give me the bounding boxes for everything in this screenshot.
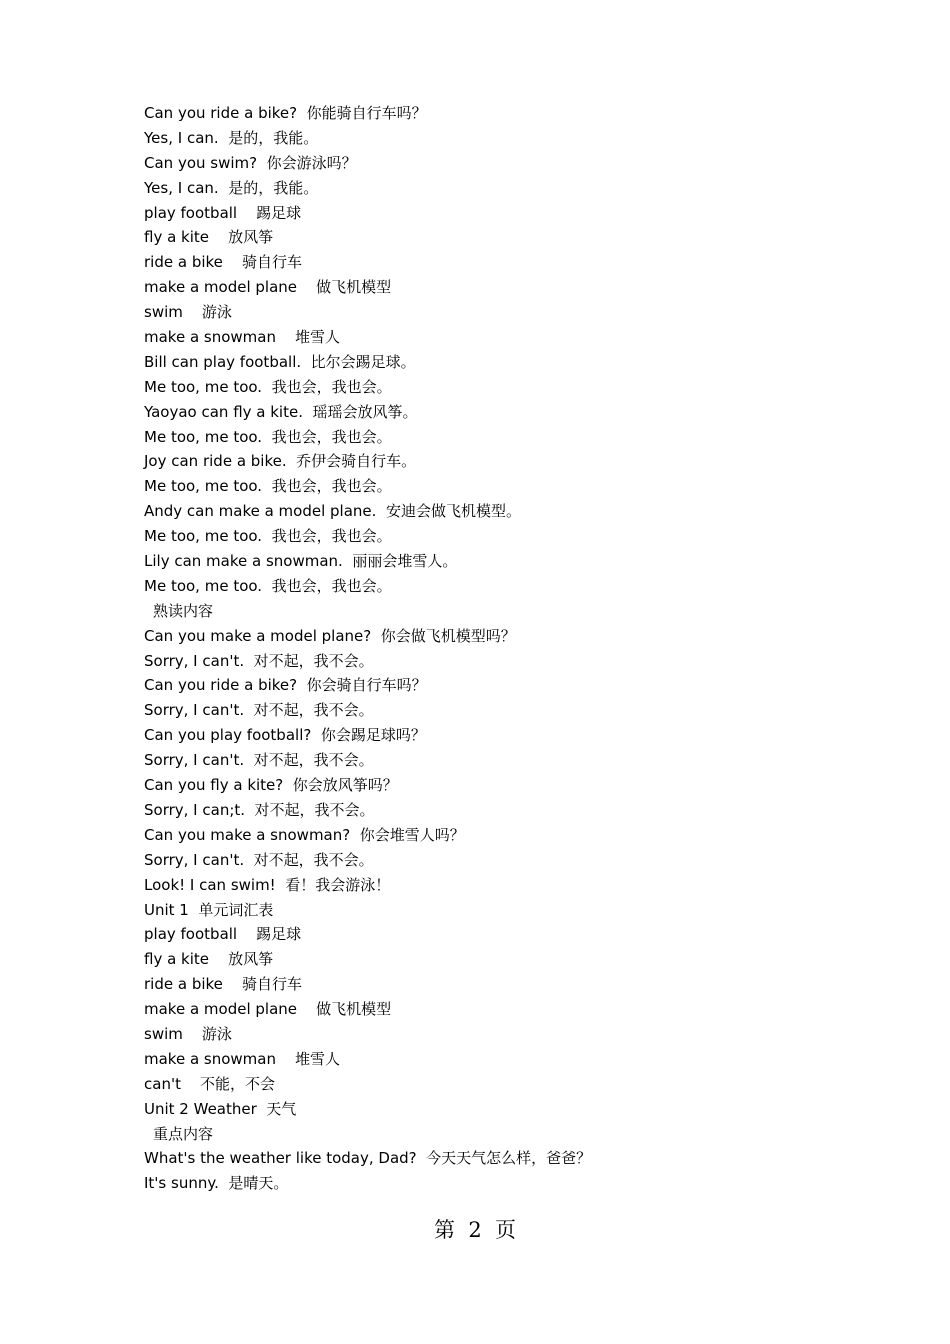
- text-line: Sorry, I can't. 对不起，我不会。: [144, 651, 374, 670]
- text-line: Can you play football? 你会踢足球吗？: [144, 726, 426, 745]
- text-line: Sorry, I can't. 对不起，我不会。: [144, 751, 374, 770]
- text-line: Can you ride a bike? 你会骑自行车吗？: [144, 676, 427, 695]
- text-line: Can you fly a kite? 你会放风筝吗？: [144, 776, 398, 795]
- text-line: Look! I can swim! 看！我会游泳！: [144, 875, 391, 894]
- text-line: Andy can make a model plane. 安迪会做飞机模型。: [144, 502, 521, 521]
- text-line: Yaoyao can fly a kite. 瑶瑶会放风筝。: [144, 402, 418, 421]
- text-line: Bill can play football. 比尔会踢足球。: [144, 352, 416, 371]
- text-line: Can you make a model plane? 你会做飞机模型吗？: [144, 626, 516, 645]
- vocab-line: make a model plane 做飞机模型: [144, 278, 392, 297]
- vocab-line: make a snowman 堆雪人: [144, 1049, 341, 1068]
- text-line: Can you swim? 你会游泳吗？: [144, 153, 357, 172]
- text-line: Me too, me too. 我也会，我也会。: [144, 576, 392, 595]
- section-heading: 熟读内容: [153, 601, 214, 620]
- unit-heading: Unit 2 Weather 天气: [144, 1099, 297, 1118]
- text-line: Sorry, I can't. 对不起，我不会。: [144, 850, 374, 869]
- text-line: It's sunny. 是晴天。: [144, 1174, 289, 1193]
- vocab-line: play football 踢足球: [144, 925, 302, 944]
- section-heading: 重点内容: [153, 1124, 214, 1143]
- text-line: Me too, me too. 我也会，我也会。: [144, 527, 392, 546]
- vocab-line: swim 游泳: [144, 303, 232, 322]
- text-line: Sorry, I can't. 对不起，我不会。: [144, 701, 374, 720]
- text-body: [144, 101, 844, 1196]
- unit-heading: Unit 1 单元词汇表: [144, 900, 274, 919]
- vocab-line: fly a kite 放风筝: [144, 950, 274, 969]
- text-line: Sorry, I can;t. 对不起，我不会。: [144, 800, 375, 819]
- text-line: What's the weather like today, Dad? 今天天气怎么样，爸爸？: [144, 1149, 592, 1168]
- vocab-line: swim 游泳: [144, 1024, 232, 1043]
- text-line: Me too, me too. 我也会，我也会。: [144, 477, 392, 496]
- text-line: Me too, me too. 我也会，我也会。: [144, 377, 392, 396]
- vocab-line: make a snowman 堆雪人: [144, 328, 341, 347]
- text-line: Can you ride a bike? 你能骑自行车吗？: [144, 104, 427, 122]
- text-line: Can you make a snowman? 你会堆雪人吗？: [144, 825, 465, 844]
- vocab-line: make a model plane 做飞机模型: [144, 1000, 392, 1019]
- vocab-line: ride a bike 骑自行车: [144, 975, 302, 994]
- text-line: Yes, I can. 是的，我能。: [144, 178, 319, 197]
- vocab-line: ride a bike 骑自行车: [144, 253, 302, 272]
- vocab-line: can't 不能，不会: [144, 1074, 276, 1093]
- text-line: Lily can make a snowman. 丽丽会堆雪人。: [144, 552, 458, 571]
- text-line: Joy can ride a bike. 乔伊会骑自行车。: [144, 452, 417, 471]
- text-line: Me too, me too. 我也会，我也会。: [144, 427, 392, 446]
- vocab-line: fly a kite 放风筝: [144, 228, 274, 247]
- text-line: Yes, I can. 是的，我能。: [144, 128, 319, 147]
- vocab-line: play football 踢足球: [144, 203, 302, 222]
- page-number: 第 2 页: [433, 1218, 517, 1242]
